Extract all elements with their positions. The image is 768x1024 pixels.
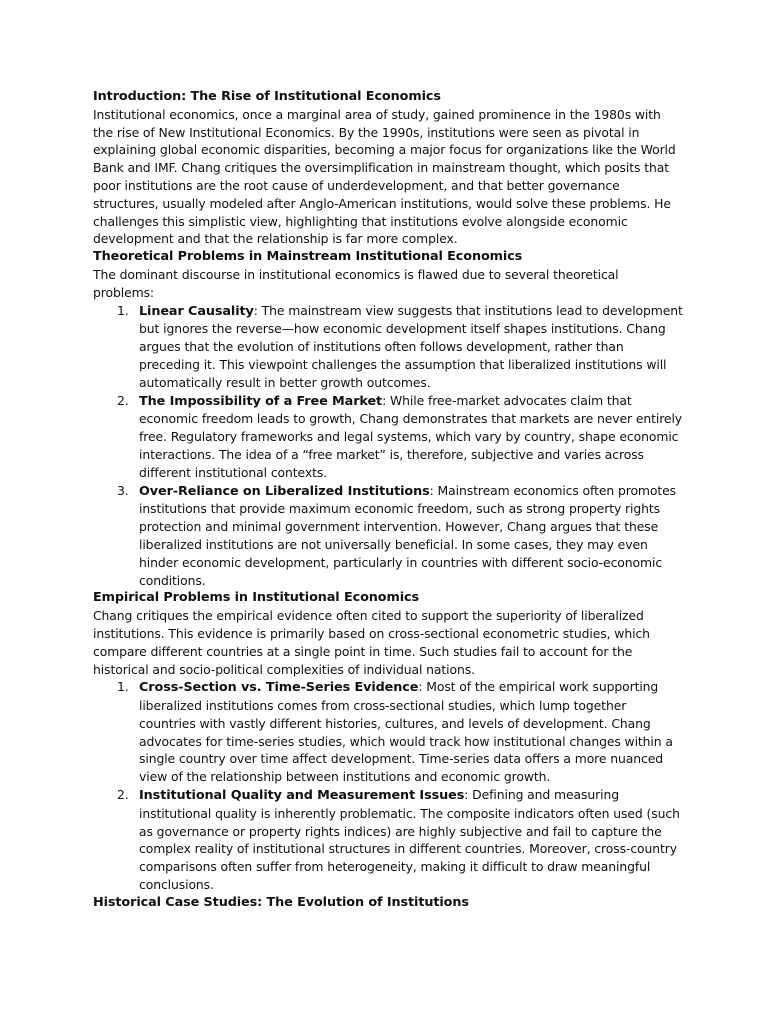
list-item: [93, 482, 683, 590]
section-paragraph-introduction: Institutional economics, once a marginal area of study, gained prominence in the 1980s with the rise of New Institutional Economics. By the 1990s, institutions were seen as pivotal in explaining global economic disparities, becoming a major focus for organizations like the World Bank and IMF. Chang critiques the oversimplification in mainstream thought, which posits that poor institutions are the root cause of underdevelopment, and that better governance structures, usually modeled after Anglo-American institutions, would solve these problems. He challenges this simplistic view, highlighting that institutions evolve alongside economic development and that the relationship is far more complex.: [93, 106, 676, 247]
section-paragraph-empirical-problems: Chang critiques the empirical evidence often cited to support the superiority of liberalized institutions. This evidence is primarily based on cross-sectional econometric studies, which compare different countries at a single point in time. Such studies fail to account for the historical and socio-political complexities of individual nations.: [93, 608, 650, 677]
list-number: 2.: [117, 392, 129, 408]
list-number: 1.: [117, 679, 129, 695]
section-heading-historical-case-studies: Historical Case Studies: The Evolution of Institutions: [93, 894, 469, 910]
list-item: [93, 392, 683, 482]
list-item: [93, 678, 683, 786]
list-item-text: : Defining and measuring institutional quality is inherently problematic. The composite indicators often used (such as governance or property rights indices) are highly subjective and fail to capture the complex reality of institutional structures in different countries. Moreover, cross-country comparisons often suffer from heterogeneity, making it difficult to draw meaningful conclusions.: [139, 787, 680, 893]
section-paragraph-theoretical-problems: The dominant discourse in institutional economics is flawed due to several theoretical problems:: [93, 266, 619, 300]
list-item-term: Over-Reliance on Liberalized Institutions: [139, 483, 430, 499]
section-heading-introduction: Introduction: The Rise of Institutional Economics: [93, 89, 441, 104]
document-body: [93, 88, 683, 912]
section-heading-theoretical-problems: Theoretical Problems in Mainstream Institutional Economics: [93, 249, 523, 265]
list-item-term: Institutional Quality and Measurement Issues: [139, 788, 465, 804]
list-item: [93, 786, 683, 894]
list-number: 2.: [117, 787, 129, 803]
list-item-term: Linear Causality: [139, 303, 254, 319]
list-item-term: Cross-Section vs. Time-Series Evidence: [139, 680, 419, 696]
list-item-text: : The mainstream view suggests that institutions lead to development but ignores the reverse—how economic development itself shapes institutions. Chang argues that the evolution of institutions often follows development, rather than preceding it. This viewpoint challenges the assumption that liberalized institutions will automatically result in better growth outcomes.: [139, 302, 683, 390]
list-item-text: : Most of the empirical work supporting liberalized institutions comes from cross-sectional studies, which lump together countries with vastly different histories, cultures, and levels of development. Chang advocates for time-series studies, which would track how institutional changes within a single country over time affect development. Time-series data offers a more nuanced view of the relationship between institutions and economic growth.: [139, 679, 673, 785]
section-heading-empirical-problems: Empirical Problems in Institutional Economics: [93, 590, 419, 606]
list-item-text: : While free-market advocates claim that economic freedom leads to growth, Chang demonstrates that markets are never entirely free. Regulatory frameworks and legal systems, which vary by country, shape economic interactions. The idea of a “free market” is, therefore, subjective and varies across different institutional contexts.: [139, 392, 683, 480]
list-number: 1.: [117, 302, 129, 318]
list-item-term: The Impossibility of a Free Market: [139, 393, 383, 409]
list-number: 3.: [117, 482, 129, 498]
list-item: [93, 302, 683, 392]
theoretical-problems-list: [93, 302, 683, 590]
list-item-text: : Mainstream economics often promotes institutions that provide maximum economic freedom, such as strong property rights protection and minimal government intervention. However, Chang argues that these liberalized institutions are not universally beneficial. In some cases, they may even hinder economic development, particularly in countries with different socio-economic conditions.: [139, 482, 677, 588]
empirical-problems-list: [93, 678, 683, 894]
